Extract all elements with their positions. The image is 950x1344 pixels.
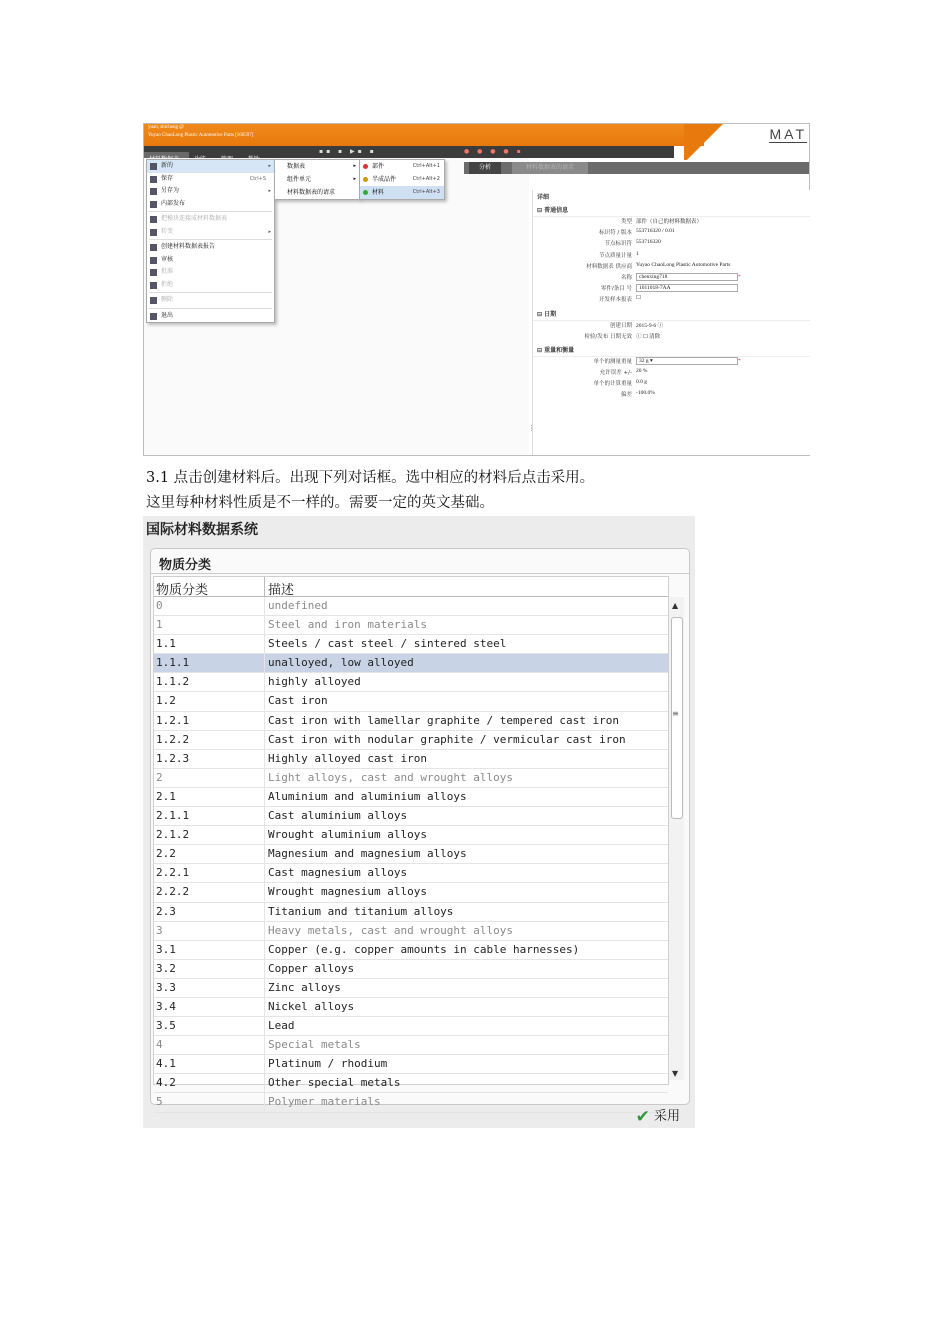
class-code: 1.2	[156, 694, 176, 708]
general-rows	[533, 217, 810, 307]
detail-row	[533, 239, 810, 250]
required-marker: *	[738, 273, 741, 280]
detail-panel	[532, 190, 810, 455]
class-code: 2.2.2	[156, 885, 190, 899]
column-header-class[interactable]: 物质分类	[156, 583, 209, 598]
menu-item-icon	[150, 257, 157, 264]
cell-divider	[264, 941, 265, 959]
menu-item-shortcut: Ctrl+S	[249, 175, 266, 182]
brand-logo: MAT	[769, 126, 807, 142]
class-description: unalloyed, low alloyed	[268, 656, 414, 670]
table-body	[154, 597, 668, 1113]
menu-item-label: 保存	[161, 174, 174, 182]
weight-rows	[533, 357, 810, 402]
cell-divider	[264, 750, 265, 768]
detail-label: 创建日期	[609, 322, 632, 329]
detail-heading: 详细	[537, 194, 550, 201]
class-code: 1.2.3	[156, 751, 190, 765]
table-row[interactable]	[154, 673, 668, 692]
cell-divider	[264, 1036, 265, 1054]
type-icon	[363, 177, 368, 182]
material-dialog	[143, 516, 695, 1128]
adopt-label: 采用	[653, 1109, 680, 1124]
cell-divider	[264, 616, 265, 634]
detail-row	[533, 357, 810, 368]
detail-label: 单个的计算重量	[593, 381, 632, 388]
table-row[interactable]	[154, 1017, 668, 1036]
class-code: 3.4	[156, 999, 176, 1013]
column-divider[interactable]	[264, 577, 265, 596]
section-date[interactable]: ⊟ 日期	[533, 307, 810, 321]
table-row[interactable]	[154, 692, 668, 711]
cell-divider	[264, 673, 265, 691]
table-row[interactable]	[154, 1093, 668, 1112]
menu-separator	[149, 292, 272, 293]
detail-row	[533, 284, 810, 295]
class-description: Highly alloyed cast iron	[268, 751, 427, 765]
column-header-description[interactable]: 描述	[268, 583, 295, 598]
class-code: 0	[156, 599, 163, 612]
menu-item-label: 退出	[161, 311, 174, 319]
brand-swoosh	[684, 124, 744, 160]
detail-row	[533, 368, 810, 379]
menu-item[interactable]	[147, 226, 274, 239]
detail-input[interactable]	[636, 357, 741, 365]
class-description: Light alloys, cast and wrought alloys	[268, 770, 514, 784]
menu-item-label: 批准	[161, 268, 174, 275]
detail-row	[533, 251, 810, 262]
menu-item[interactable]	[147, 310, 274, 323]
class-description: Cast iron with lamellar graphite / tempered cast iron	[268, 713, 619, 727]
company-line: Yuyao ChaoLong Plastic Automotive Parts [166597]	[148, 133, 254, 138]
class-description: Titanium and titanium alloys	[268, 904, 454, 918]
class-description: Special metals	[268, 1038, 361, 1052]
cell-divider	[264, 635, 265, 653]
cell-divider	[264, 769, 265, 787]
menu-item-label: 拒绝	[161, 280, 174, 288]
class-description: Magnesium and magnesium alloys	[268, 847, 467, 861]
class-code: 3	[156, 923, 163, 937]
vertical-scrollbar[interactable]	[669, 597, 684, 1080]
datasheet-type-shortcut: Ctrl+Alt+2	[412, 176, 440, 182]
submenu-item-label: 数据表	[287, 163, 306, 170]
new-submenu	[274, 159, 360, 200]
class-code: 1	[156, 618, 163, 632]
class-description: Heavy metals, cast and wrought alloys	[268, 923, 514, 937]
detail-row	[533, 332, 810, 343]
table-row[interactable]	[154, 769, 668, 788]
detail-label: 单个的测量重量	[593, 358, 632, 365]
classification-table	[153, 576, 669, 1109]
menu-item-icon	[150, 269, 157, 276]
cell-divider	[264, 845, 265, 863]
class-description: Platinum / rhodium	[268, 1057, 388, 1071]
class-description: Cast magnesium alloys	[268, 866, 408, 880]
user-line: yuan, shicheng @	[148, 125, 184, 130]
toolbar-icons[interactable]: ▪▪ ▪ ▶▪ ▪	[319, 148, 377, 155]
detail-row	[533, 228, 810, 239]
class-description: Lead	[268, 1019, 295, 1033]
cell-divider	[264, 998, 265, 1016]
class-description: Nickel alloys	[268, 999, 355, 1013]
class-description: Copper (e.g. copper amounts in cable harnesses)	[268, 942, 580, 956]
class-code: 2.3	[156, 904, 176, 918]
menu-item-icon	[150, 282, 157, 289]
table-row[interactable]	[154, 864, 668, 883]
class-description: Wrought aluminium alloys	[268, 828, 427, 842]
detail-value-text: 0.0 g	[636, 379, 647, 386]
detail-value-text: 2015-9-6 ⓘ	[636, 322, 664, 329]
submenu-arrow-icon: ▸	[353, 163, 356, 169]
class-code: 5	[156, 1095, 163, 1109]
cell-divider	[264, 807, 265, 825]
datasheet-type-shortcut: Ctrl+Alt+3	[412, 189, 440, 195]
detail-label: 节点质量计量	[598, 252, 632, 259]
detail-label: 名称	[620, 274, 632, 281]
tab-analysis[interactable]: 分析	[469, 162, 501, 174]
datasheet-submenu	[359, 159, 445, 200]
class-description: Cast iron	[268, 694, 328, 708]
class-code: 3.5	[156, 1019, 176, 1033]
table-header	[154, 577, 668, 597]
class-description: Cast aluminium alloys	[268, 809, 408, 823]
menu-item[interactable]	[147, 185, 274, 198]
menu-item-label: 内部发布	[161, 199, 186, 207]
instruction-line-2: 这里每种材料性质是不一样的。需要一定的英文基础。	[146, 495, 494, 511]
class-code: 2.1.1	[156, 809, 190, 823]
class-code: 1.2.2	[156, 732, 190, 746]
table-row[interactable]	[154, 826, 668, 845]
cell-divider	[264, 979, 265, 997]
submenu-arrow-icon: ▸	[353, 176, 356, 182]
submenu-arrow-icon: ▸	[268, 163, 271, 169]
class-code: 1.1	[156, 637, 176, 651]
cell-divider	[264, 731, 265, 749]
detail-label: 允许误差 +/-	[599, 370, 632, 377]
detail-value	[636, 262, 730, 268]
cell-divider	[264, 1074, 265, 1092]
detail-value-text: 553716320	[636, 239, 661, 246]
menu-item-icon	[150, 244, 157, 251]
detail-value-text: 1	[636, 250, 639, 257]
scroll-up-icon[interactable]: ▲	[672, 601, 679, 610]
detail-value-text: ⓘ ☐ 清除	[636, 333, 661, 340]
splitter-grip[interactable]: ⋮	[528, 424, 535, 432]
adopt-button[interactable]	[636, 1105, 680, 1125]
table-row[interactable]	[154, 960, 668, 979]
scroll-grip-icon: ≡	[672, 709, 679, 718]
detail-value-text: Yuyao ChaoLong Plastic Automotive Parts	[636, 261, 731, 268]
detail-value	[636, 217, 702, 225]
class-description: Polymer materials	[268, 1095, 381, 1109]
table-row[interactable]	[154, 1055, 668, 1074]
class-description: Steel and iron materials	[268, 618, 427, 632]
menu-item-label: 新的	[161, 162, 174, 169]
detail-label: 偏差	[620, 392, 632, 399]
table-row[interactable]	[154, 941, 668, 960]
class-description: Cast iron with nodular graphite / vermicular cast iron	[268, 732, 626, 746]
cell-divider	[264, 826, 265, 844]
class-code: 4	[156, 1038, 163, 1052]
menu-item[interactable]	[147, 173, 274, 186]
cell-divider	[264, 654, 265, 672]
detail-label: 零件/条目 号	[600, 286, 632, 293]
menu-item-label: 把模块连接成材料数据表	[161, 215, 228, 222]
detail-label: 开发样本报表	[598, 297, 632, 304]
class-code: 2.1	[156, 789, 176, 803]
menu-item-icon	[150, 176, 157, 183]
menu-item[interactable]	[147, 241, 274, 254]
detail-label: 节点标识符	[604, 241, 632, 248]
datasheet-type-shortcut: Ctrl+Alt+1	[412, 163, 440, 169]
check-icon: ✔	[635, 1107, 650, 1127]
table-row[interactable]	[154, 979, 668, 998]
table-row[interactable]	[154, 1074, 668, 1093]
table-row[interactable]	[154, 922, 668, 941]
cell-divider	[264, 864, 265, 882]
menu-bar	[144, 146, 674, 158]
table-row[interactable]	[154, 712, 668, 731]
detail-label: 材料数据表 供应商	[586, 263, 632, 270]
detail-label: 检验/发布 日期无效	[584, 333, 632, 340]
menu-separator	[149, 308, 272, 309]
menu-item-label: 创建材料数据表报告	[161, 243, 216, 250]
table-row[interactable]	[154, 807, 668, 826]
type-icon	[363, 164, 368, 169]
menu-item-label: 删除	[161, 296, 174, 303]
datasheet-type-item[interactable]	[360, 173, 444, 186]
required-marker: *	[738, 357, 741, 364]
menu-item-label: 转变	[161, 227, 174, 235]
menu-item[interactable]	[147, 160, 274, 173]
submenu-arrow-icon: ▸	[268, 228, 271, 235]
class-code: 3.1	[156, 942, 176, 956]
detail-value	[636, 368, 647, 374]
table-row[interactable]	[154, 616, 668, 635]
menu-item[interactable]	[147, 266, 274, 279]
cell-divider	[264, 1055, 265, 1073]
table-row[interactable]	[154, 635, 668, 654]
datasheet-type-label: 半成品件	[372, 176, 397, 183]
detail-value	[636, 228, 675, 234]
detail-value-text: ☐	[636, 295, 641, 302]
table-row[interactable]	[154, 788, 668, 807]
table-row[interactable]	[154, 750, 668, 769]
class-description: Wrought magnesium alloys	[268, 885, 427, 899]
class-code: 2.1.2	[156, 828, 190, 842]
menu-item-label: 审核	[161, 255, 174, 263]
class-description: Other special metals	[268, 1076, 401, 1090]
table-row[interactable]	[154, 883, 668, 902]
cell-divider	[264, 903, 265, 921]
instruction-line-1: 3.1 点击创建材料后。出现下列对话框。选中相应的材料后点击采用。	[146, 470, 595, 486]
datasheet-type-item[interactable]	[360, 160, 444, 173]
date-rows	[533, 321, 810, 343]
scroll-thumb[interactable]	[671, 617, 683, 819]
class-code: 3.3	[156, 980, 176, 994]
cell-divider	[264, 883, 265, 901]
cell-divider	[264, 960, 265, 978]
section-weight[interactable]: ⊟ 重量和衡量	[533, 343, 810, 357]
class-code: 2	[156, 770, 163, 784]
class-code: 3.2	[156, 961, 176, 975]
datasheet-type-item[interactable]	[360, 186, 444, 199]
datasheet-type-label: 材料	[372, 189, 385, 196]
cell-divider	[264, 788, 265, 806]
section-general[interactable]: ⊟ 普通信息	[533, 203, 810, 217]
menu-item-icon	[150, 216, 157, 223]
detail-row	[533, 390, 810, 401]
menu-item-icon	[150, 188, 157, 195]
class-description: Zinc alloys	[268, 980, 341, 994]
menu-item-label: 另存为	[161, 187, 180, 194]
menu-item[interactable]	[147, 198, 274, 211]
detail-value-text: 20 %	[636, 368, 648, 375]
class-description: Copper alloys	[268, 961, 355, 975]
menu-item-icon	[150, 297, 157, 304]
table-row[interactable]	[154, 903, 668, 922]
submenu-item-label: 材料数据表的请求	[287, 189, 336, 196]
menu-item[interactable]	[147, 254, 274, 267]
class-code: 1.1.2	[156, 675, 190, 689]
detail-value-text: 32 g ▾	[636, 357, 738, 365]
cell-divider	[264, 1017, 265, 1035]
menu-item[interactable]	[147, 279, 274, 292]
detail-value	[636, 379, 647, 385]
tab-strip	[464, 162, 809, 174]
cell-divider	[264, 1093, 265, 1111]
detail-value	[636, 295, 641, 301]
menu-item[interactable]	[147, 213, 274, 226]
table-row[interactable]	[154, 1036, 668, 1055]
detail-value-text: -100.0%	[636, 390, 655, 397]
detail-value	[636, 332, 660, 340]
class-code: 2.2	[156, 847, 176, 861]
detail-value-text: 1011018-7AA	[636, 284, 738, 292]
detail-value	[636, 390, 655, 396]
class-description: Aluminium and aluminium alloys	[268, 789, 467, 803]
scroll-down-icon[interactable]: ▼	[672, 1069, 679, 1078]
submenu-item[interactable]	[275, 173, 359, 186]
table-row[interactable]	[154, 654, 668, 673]
table-row[interactable]	[154, 731, 668, 750]
detail-value	[636, 239, 661, 245]
divider	[151, 573, 689, 574]
menu-item-icon	[150, 201, 157, 208]
panel-heading: 物质分类	[159, 558, 212, 573]
class-description: highly alloyed	[268, 675, 361, 689]
detail-input[interactable]	[636, 273, 741, 281]
detail-row	[533, 273, 810, 284]
file-menu	[146, 159, 275, 323]
submenu-item-label: 组件单元	[287, 176, 312, 183]
detail-value-text: 部件（自己的材料数据表）	[636, 219, 703, 225]
menu-item-icon	[150, 163, 157, 170]
cell-divider	[264, 922, 265, 940]
detail-value	[636, 321, 663, 329]
detail-value-text: chenxing718	[636, 273, 738, 281]
class-code: 1.2.1	[156, 713, 190, 727]
type-icon	[363, 190, 368, 195]
class-code: 4.2	[156, 1076, 176, 1090]
class-code: 1.1.1	[156, 656, 190, 670]
toolbar-icons-right[interactable]: ● ● ● ● ▪	[464, 148, 524, 155]
table-row[interactable]	[154, 998, 668, 1017]
submenu-item[interactable]	[275, 160, 359, 173]
menu-separator	[149, 211, 272, 212]
detail-row	[533, 262, 810, 273]
software-screenshot	[143, 123, 810, 456]
detail-label: 类型	[620, 219, 632, 225]
menu-item-icon	[150, 229, 157, 236]
detail-row	[533, 295, 810, 306]
cell-divider	[264, 712, 265, 730]
class-description: Steels / cast steel / sintered steel	[268, 637, 507, 651]
detail-row	[533, 217, 810, 228]
datasheet-type-label: 部件	[372, 163, 385, 170]
detail-value	[636, 251, 639, 257]
submenu-item[interactable]	[275, 186, 359, 199]
cell-divider	[264, 597, 265, 615]
dialog-title: 国际材料数据系统	[146, 522, 258, 538]
detail-value-text: 553716320 / 0.01	[636, 228, 675, 235]
menu-item[interactable]	[147, 294, 274, 307]
detail-row	[533, 379, 810, 390]
class-description: undefined	[268, 599, 328, 612]
detail-label: 标识符 / 版本	[599, 230, 632, 237]
cell-divider	[264, 692, 265, 710]
submenu-arrow-icon: ▸	[268, 188, 271, 194]
class-code: 2.2.1	[156, 866, 190, 880]
table-row[interactable]	[154, 597, 668, 616]
menu-item-icon	[150, 313, 157, 320]
menu-separator	[149, 239, 272, 240]
detail-row	[533, 321, 810, 332]
classification-panel	[150, 548, 690, 1109]
detail-input[interactable]	[636, 284, 738, 292]
class-code: 4.1	[156, 1057, 176, 1071]
table-row[interactable]	[154, 845, 668, 864]
tab-requests[interactable]: 材料数据表的请求	[512, 162, 588, 174]
